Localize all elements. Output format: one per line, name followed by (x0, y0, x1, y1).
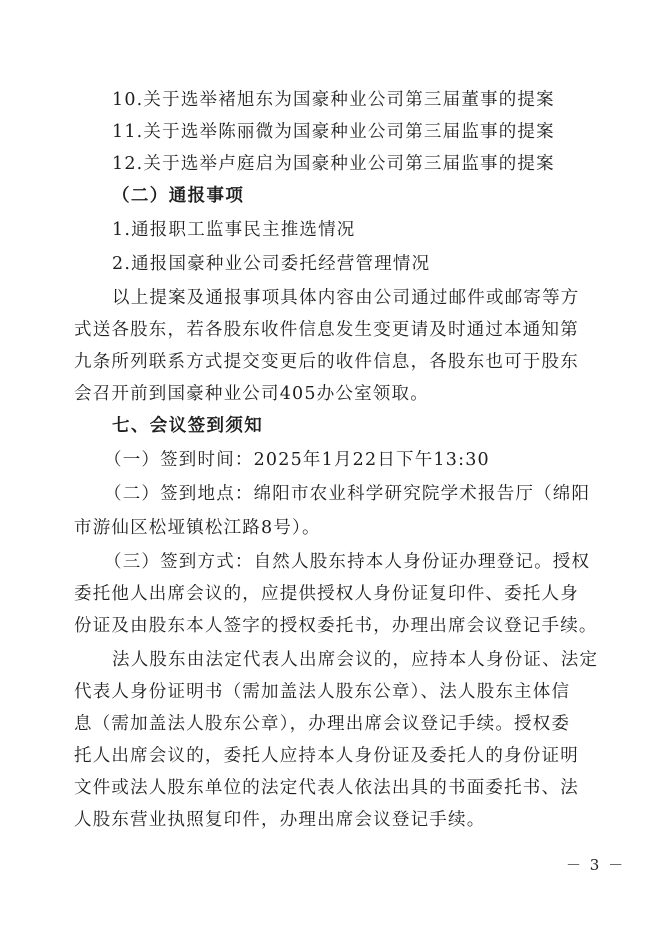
page-number: － 3 － (566, 856, 626, 874)
section-heading-notifications: （二）通报事项 (112, 186, 245, 206)
paragraph-line: 以上提案及通报事项具体内容由公司通过邮件或邮寄等方 (112, 288, 580, 308)
proposal-12: 12.关于选举卢庭启为国豪种业公司第三届监事的提案 (112, 154, 555, 174)
paragraph-line: 委托他人出席会议的，应提供授权人身份证复印件、委托人身 (74, 584, 579, 604)
proposal-11: 11.关于选举陈丽微为国豪种业公司第三届监事的提案 (112, 122, 555, 142)
paragraph-line: 会召开前到国豪种业公司405办公室领取。 (74, 384, 429, 404)
checkin-location: （二）签到地点：绵阳市农业科学研究院学术报告厅（绵阳 (104, 484, 591, 504)
notification-1: 1.通报职工监事民主推选情况 (112, 220, 356, 240)
notification-2: 2.通报国豪种业公司委托经营管理情况 (112, 254, 431, 274)
paragraph-line: 份证及由股东本人签字的授权委托书，办理出席会议登记手续。 (74, 616, 598, 636)
paragraph-line: 人股东营业执照复印件，办理出席会议登记手续。 (74, 810, 486, 830)
paragraph-line: 文件或法人股东单位的法定代表人依法出具的书面委托书、法 (74, 778, 579, 798)
paragraph-line: 托人出席会议的，委托人应持本人身份证及委托人的身份证明 (74, 746, 579, 766)
paragraph-line: 式送各股东，若各股东收件信息发生变更请及时通过本通知第 (74, 320, 579, 340)
checkin-method: （三）签到方式：自然人股东持本人身份证办理登记。授权 (104, 552, 591, 572)
paragraph-line: 代表人身份证明书（需加盖法人股东公章）、法人股东主体信 (74, 682, 571, 702)
paragraph-line: 息（需加盖法人股东公章），办理出席会议登记手续。授权委 (74, 714, 571, 734)
paragraph-line: 九条所列联系方式提交变更后的收件信息，各股东也可于股东 (74, 352, 579, 372)
checkin-time: （一）签到时间：2025年1月22日下午13:30 (104, 450, 490, 470)
proposal-10: 10.关于选举褚旭东为国豪种业公司第三届董事的提案 (112, 90, 555, 110)
paragraph-line: 法人股东由法定代表人出席会议的，应持本人身份证、法定 (112, 650, 599, 670)
section-heading-checkin: 七、会议签到须知 (112, 416, 264, 436)
paragraph-line: 市游仙区松垭镇松江路8号）。 (74, 518, 321, 538)
